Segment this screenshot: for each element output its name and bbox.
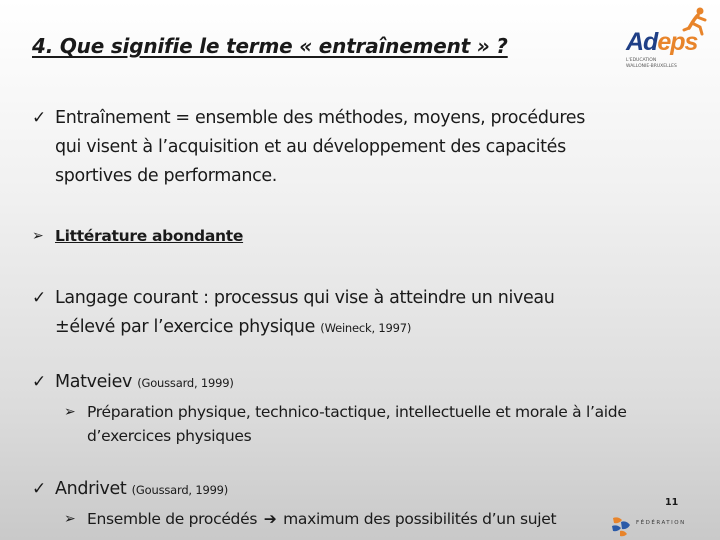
matveiev-sub-line-2: d’exercices physiques (87, 427, 252, 445)
adeps-word-ad: Ad (626, 28, 658, 56)
matveiev-line (55, 370, 234, 396)
entrainement-line-2: qui visent à l’acquisition et au développement des capacités (55, 137, 566, 157)
litterature-line (55, 224, 243, 248)
litterature-text: Littérature abondante (55, 227, 244, 245)
adeps-tagline-1: L'EDUCATION (626, 58, 657, 63)
adeps-tagline (626, 58, 677, 70)
matveiev-sub-line-1: Préparation physique, technico-tactique, intellectuelle et morale à l’aide (87, 403, 627, 421)
arrow-bullet-icon: ➢ (32, 228, 44, 244)
adeps-wordmark (626, 30, 697, 55)
entrainement-line-3: sportives de performance. (55, 166, 277, 186)
arrow-bullet-icon: ➢ (64, 511, 76, 527)
federation-text: FÉDÉRATION (636, 520, 686, 526)
andrivet-sub-part-2: maximum des possibilités d’un sujet (283, 510, 557, 528)
matveiev-citation: (Goussard, 1999) (137, 376, 234, 390)
andrivet-line (55, 477, 228, 503)
federation-mark-icon (610, 514, 632, 538)
adeps-word-eps: eps (657, 28, 698, 56)
andrivet-citation: (Goussard, 1999) (131, 483, 229, 497)
andrivet-name: Andrivet (55, 479, 127, 499)
check-icon: ✓ (32, 108, 47, 128)
andrivet-sub-line (87, 507, 556, 531)
adeps-logo (622, 6, 712, 70)
langage-line-1: Langage courant : processus qui vise à atteindre un niveau (55, 288, 555, 308)
langage-text-2: ±élevé par l’exercice physique (55, 317, 316, 337)
langage-citation: (Weineck, 1997) (320, 321, 412, 335)
right-arrow-icon: ➔ (263, 510, 277, 528)
adeps-tagline-2: WALLONIE-BRUXELLES (626, 64, 677, 69)
langage-line-2 (55, 315, 411, 341)
page-number: 11 (665, 497, 679, 508)
andrivet-sub-part-1: Ensemble de procédés (87, 510, 258, 528)
check-icon: ✓ (32, 479, 47, 499)
slide-title: 4. Que signifie le terme « entraînement » ? (32, 34, 508, 58)
check-icon: ✓ (32, 288, 47, 308)
check-icon: ✓ (32, 372, 47, 392)
federation-logo (610, 512, 716, 538)
arrow-bullet-icon: ➢ (64, 404, 76, 420)
entrainement-line-1: Entraînement = ensemble des méthodes, moyens, procédures (55, 108, 585, 128)
matveiev-name: Matveiev (55, 372, 132, 392)
